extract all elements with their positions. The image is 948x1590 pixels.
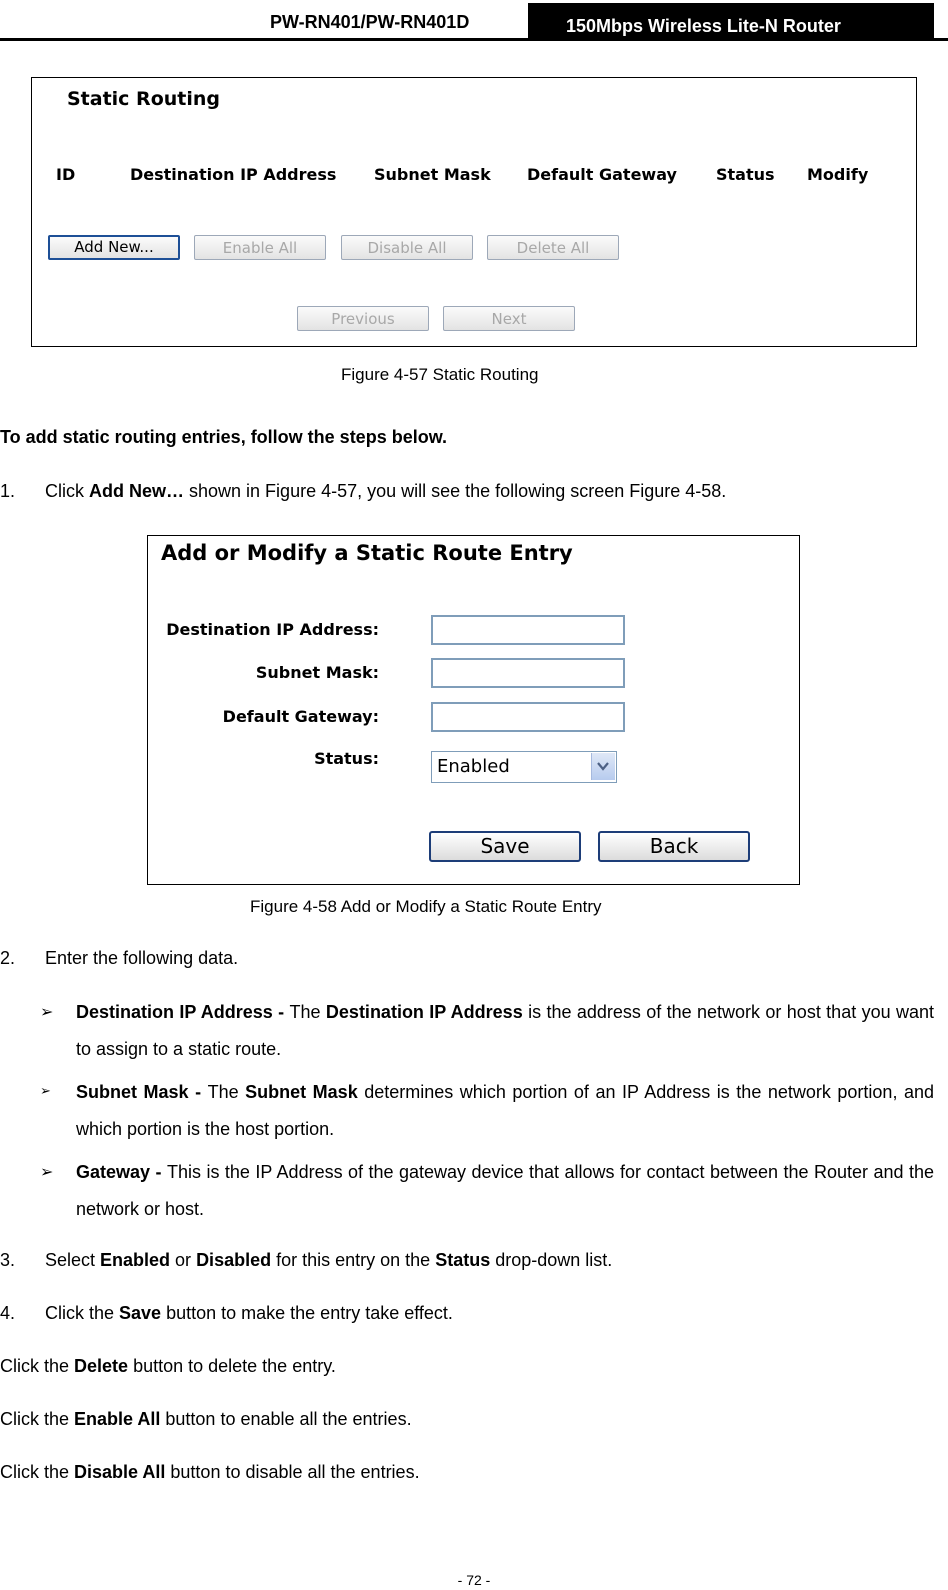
column-default-gateway: Default Gateway xyxy=(527,165,677,184)
add-static-route-screenshot xyxy=(147,535,800,885)
static-routing-screenshot xyxy=(31,77,917,347)
bullet-2-text-b: determines which portion of an IP Address is the network portion, and which portion is the host portion. xyxy=(76,1082,934,1139)
save-button[interactable]: Save xyxy=(429,831,581,862)
step-3-enabled: Enabled xyxy=(100,1250,171,1270)
step-3-pre: Select xyxy=(45,1250,101,1270)
add-new-button[interactable]: Add New... xyxy=(48,235,180,260)
step-4-save: Save xyxy=(119,1303,162,1323)
step-4-text xyxy=(45,1303,453,1324)
bullet-2-term: Subnet Mask - xyxy=(76,1082,208,1102)
default-gateway-label: Default Gateway: xyxy=(222,707,379,726)
step-1-text xyxy=(45,481,726,502)
page-number: - 72 - xyxy=(457,1572,491,1588)
note-1-post: button to delete the entry. xyxy=(128,1356,336,1376)
note-2-post: button to enable all the entries. xyxy=(160,1409,412,1429)
back-button[interactable]: Back xyxy=(598,831,750,862)
step-3-status: Status xyxy=(435,1250,491,1270)
previous-button[interactable]: Previous xyxy=(297,306,429,331)
step-4-post: button to make the entry take effect. xyxy=(161,1303,453,1323)
header-rule xyxy=(0,38,948,41)
header-model: PW-RN401/PW-RN401D xyxy=(270,12,470,32)
bullet-destination-ip xyxy=(76,994,934,1068)
step-1-pre: Click xyxy=(45,481,89,501)
note-1-bold: Delete xyxy=(74,1356,129,1376)
figure-58-caption: Figure 4-58 Add or Modify a Static Route Entry xyxy=(250,897,602,916)
step-1-bold: Add New… xyxy=(89,481,185,501)
chevron-down-icon[interactable] xyxy=(591,753,615,780)
column-destination-ip: Destination IP Address xyxy=(130,165,337,184)
note-2-bold: Enable All xyxy=(74,1409,161,1429)
destination-ip-input[interactable] xyxy=(431,615,625,645)
step-3-mid1: or xyxy=(170,1250,197,1270)
bullet-2-term-2: Subnet Mask xyxy=(245,1082,358,1102)
figure-57-caption: Figure 4-57 Static Routing xyxy=(341,365,539,384)
note-3-pre: Click the xyxy=(0,1462,75,1482)
bullet-1-text-a: The xyxy=(289,1002,326,1022)
bullet-1-term: Destination IP Address - xyxy=(76,1002,290,1022)
status-label: Status: xyxy=(314,749,379,768)
step-1-post: shown in Figure 4-57, you will see the following screen Figure 4-58. xyxy=(184,481,727,501)
status-select[interactable] xyxy=(431,751,617,783)
bullet-1-text-b: is the address of the network or host that you want to assign to a static route. xyxy=(76,1002,934,1059)
step-3-post: drop-down list. xyxy=(490,1250,613,1270)
step-2-text: Enter the following data. xyxy=(45,948,239,968)
column-status: Status xyxy=(716,165,775,184)
bullet-arrow-icon: ➢ xyxy=(40,1164,54,1181)
step-3-number: 3. xyxy=(0,1250,16,1270)
add-route-title: Add or Modify a Static Route Entry xyxy=(161,541,573,565)
intro-text: To add static routing entries, follow the steps below. xyxy=(0,427,448,447)
note-enable-all xyxy=(0,1409,412,1430)
page-header xyxy=(0,0,948,42)
next-button[interactable]: Next xyxy=(443,306,575,331)
step-3-mid2: for this entry on the xyxy=(271,1250,436,1270)
step-2-number: 2. xyxy=(0,948,16,968)
note-disable-all xyxy=(0,1462,420,1483)
static-routing-title: Static Routing xyxy=(67,88,220,110)
step-4-number: 4. xyxy=(0,1303,16,1323)
bullet-arrow-icon: ➢ xyxy=(40,1083,51,1098)
note-1-pre: Click the xyxy=(0,1356,75,1376)
note-2-pre: Click the xyxy=(0,1409,75,1429)
header-product: 150Mbps Wireless Lite-N Router xyxy=(528,3,934,41)
bullet-gateway xyxy=(76,1154,934,1228)
bullet-subnet-mask xyxy=(76,1074,934,1148)
step-4-pre: Click the xyxy=(45,1303,120,1323)
note-3-bold: Disable All xyxy=(74,1462,166,1482)
note-3-post: button to disable all the entries. xyxy=(165,1462,420,1482)
bullet-1-term-2: Destination IP Address xyxy=(325,1002,523,1022)
delete-all-button[interactable]: Delete All xyxy=(487,235,619,260)
subnet-mask-input[interactable] xyxy=(431,658,625,688)
status-select-value: Enabled xyxy=(437,756,510,777)
bullet-3-text: This is the IP Address of the gateway device that allows for contact between the Router and the network or host. xyxy=(76,1162,934,1219)
default-gateway-input[interactable] xyxy=(431,702,625,732)
step-3-disabled: Disabled xyxy=(196,1250,272,1270)
enable-all-button[interactable]: Enable All xyxy=(194,235,326,260)
disable-all-button[interactable]: Disable All xyxy=(341,235,473,260)
step-1-number: 1. xyxy=(0,481,16,501)
bullet-2-text-a: The xyxy=(207,1082,246,1102)
column-modify: Modify xyxy=(807,165,869,184)
note-delete xyxy=(0,1356,336,1377)
column-subnet-mask: Subnet Mask xyxy=(374,165,491,184)
bullet-3-term: Gateway - xyxy=(76,1162,167,1182)
destination-ip-label: Destination IP Address: xyxy=(166,620,379,639)
column-id: ID xyxy=(56,165,76,184)
bullet-arrow-icon: ➢ xyxy=(40,1004,54,1021)
step-3-text xyxy=(45,1250,612,1271)
subnet-mask-label: Subnet Mask: xyxy=(255,663,379,682)
